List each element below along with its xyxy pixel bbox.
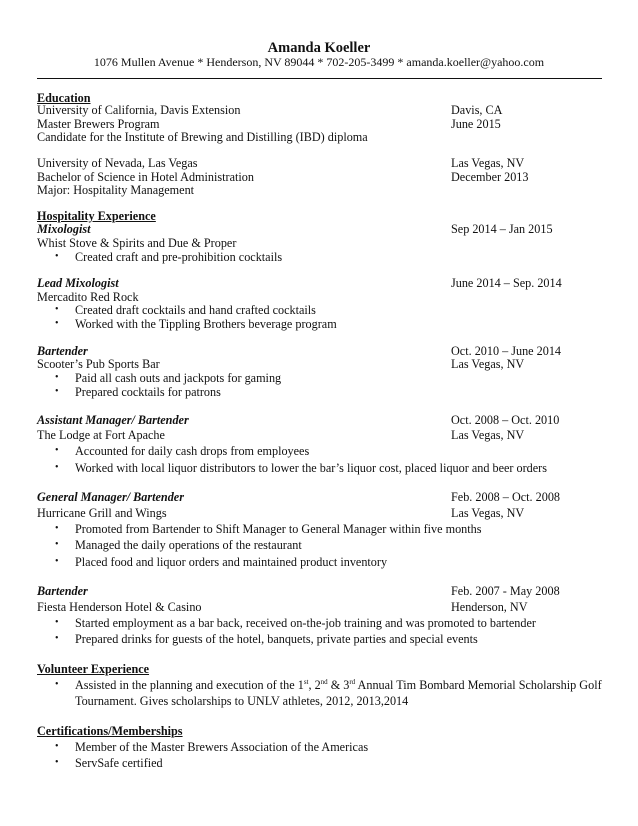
job-title: Bartender — [37, 344, 88, 358]
job-title: General Manager/ Bartender — [37, 490, 184, 504]
job-location: Las Vegas, NV — [451, 428, 525, 442]
certification-item: ServSafe certified — [75, 756, 163, 770]
bullet-glyph: • — [55, 741, 59, 752]
job-employer: Fiesta Henderson Hotel & Casino — [37, 600, 202, 614]
job-date: June 2014 – Sep. 2014 — [451, 276, 562, 290]
header-divider — [37, 78, 602, 79]
experience-heading: Hospitality Experience — [37, 209, 156, 223]
job-bullet: Created craft and pre-prohibition cocktails — [75, 250, 283, 264]
job-employer: Mercadito Red Rock — [37, 290, 139, 304]
certifications-heading: Certifications/Memberships — [37, 724, 183, 738]
volunteer-text-d: Annual Tim Bombard Memorial Scholarship Golf — [355, 678, 602, 692]
job-employer: Hurricane Grill and Wings — [37, 506, 167, 520]
bullet-glyph: • — [55, 679, 59, 690]
bullet-glyph: • — [55, 372, 59, 383]
job-bullet: Worked with the Tippling Brothers beverage program — [75, 317, 337, 331]
bullet-glyph: • — [55, 757, 59, 768]
education-school: University of Nevada, Las Vegas — [37, 156, 198, 170]
education-location: Las Vegas, NV — [451, 156, 525, 170]
job-bullet: Prepared drinks for guests of the hotel, banquets, private parties and special events — [75, 632, 478, 646]
job-title: Mixologist — [37, 222, 91, 236]
bullet-glyph: • — [55, 386, 59, 397]
contact-line: 1076 Mullen Avenue * Henderson, NV 89044 * 702-205-3499 * amanda.koeller@yahoo.com — [93, 55, 545, 69]
job-location: Las Vegas, NV — [451, 506, 525, 520]
job-date: Feb. 2007 - May 2008 — [451, 584, 560, 598]
job-date: Feb. 2008 – Oct. 2008 — [451, 490, 561, 504]
superscript-nd: nd — [320, 677, 328, 686]
job-location: Henderson, NV — [451, 600, 528, 614]
resume-name: Amanda Koeller — [267, 40, 371, 56]
volunteer-bullet-line1 — [75, 678, 602, 692]
job-bullet: Paid all cash outs and jackpots for gaming — [75, 371, 282, 385]
job-location: Las Vegas, NV — [451, 357, 525, 371]
job-employer: Scooter’s Pub Sports Bar — [37, 357, 160, 371]
job-date: Oct. 2010 – June 2014 — [451, 344, 562, 358]
bullet-glyph: • — [55, 633, 59, 644]
job-date: Sep 2014 – Jan 2015 — [451, 222, 553, 236]
job-bullet: Started employment as a bar back, received on-the-job training and was promoted to bartender — [75, 616, 536, 630]
job-bullet: Created draft cocktails and hand crafted cocktails — [75, 303, 316, 317]
bullet-glyph: • — [55, 462, 59, 473]
education-location: Davis, CA — [451, 103, 503, 117]
bullet-glyph: • — [55, 556, 59, 567]
education-date: June 2015 — [451, 117, 501, 131]
certification-item: Member of the Master Brewers Association of the Americas — [75, 740, 369, 754]
job-title: Lead Mixologist — [37, 276, 119, 290]
education-program: Bachelor of Science in Hotel Administration — [37, 170, 254, 184]
education-date: December 2013 — [451, 170, 529, 184]
education-heading: Education — [37, 91, 91, 105]
bullet-glyph: • — [55, 539, 59, 550]
job-bullet: Prepared cocktails for patrons — [75, 385, 221, 399]
bullet-glyph: • — [55, 523, 59, 534]
job-bullet: Promoted from Bartender to Shift Manager to General Manager within five months — [75, 522, 482, 536]
job-bullet: Worked with local liquor distributors to lower the bar’s liquor cost, placed liquor and beer orders — [75, 461, 547, 475]
job-employer: The Lodge at Fort Apache — [37, 428, 165, 442]
bullet-glyph: • — [55, 304, 59, 315]
volunteer-heading: Volunteer Experience — [37, 662, 150, 676]
job-bullet: Managed the daily operations of the restaurant — [75, 538, 302, 552]
education-program: Master Brewers Program — [37, 117, 160, 131]
bullet-glyph: • — [55, 617, 59, 628]
volunteer-text-b: , 2 — [308, 678, 321, 692]
job-bullet: Accounted for daily cash drops from employees — [75, 444, 310, 458]
education-school: University of California, Davis Extension — [37, 103, 241, 117]
volunteer-bullet-line2: Tournament. Gives scholarships to UNLV athletes, 2012, 2013,2014 — [75, 694, 409, 708]
bullet-glyph: • — [55, 445, 59, 456]
job-title: Bartender — [37, 584, 88, 598]
volunteer-text-c: & 3 — [327, 678, 350, 692]
education-note: Major: Hospitality Management — [37, 183, 195, 197]
superscript-st: st — [303, 677, 309, 686]
job-date: Oct. 2008 – Oct. 2010 — [451, 413, 560, 427]
superscript-rd: rd — [349, 677, 356, 686]
bullet-glyph: • — [55, 251, 59, 262]
bullet-glyph: • — [55, 318, 59, 329]
education-note: Candidate for the Institute of Brewing and Distilling (IBD) diploma — [37, 130, 368, 144]
job-title: Assistant Manager/ Bartender — [37, 413, 189, 427]
job-employer: Whist Stove & Spirits and Due & Proper — [37, 236, 237, 250]
job-bullet: Placed food and liquor orders and maintained product inventory — [75, 555, 388, 569]
volunteer-text-a: Assisted in the planning and execution of the 1 — [75, 678, 304, 692]
